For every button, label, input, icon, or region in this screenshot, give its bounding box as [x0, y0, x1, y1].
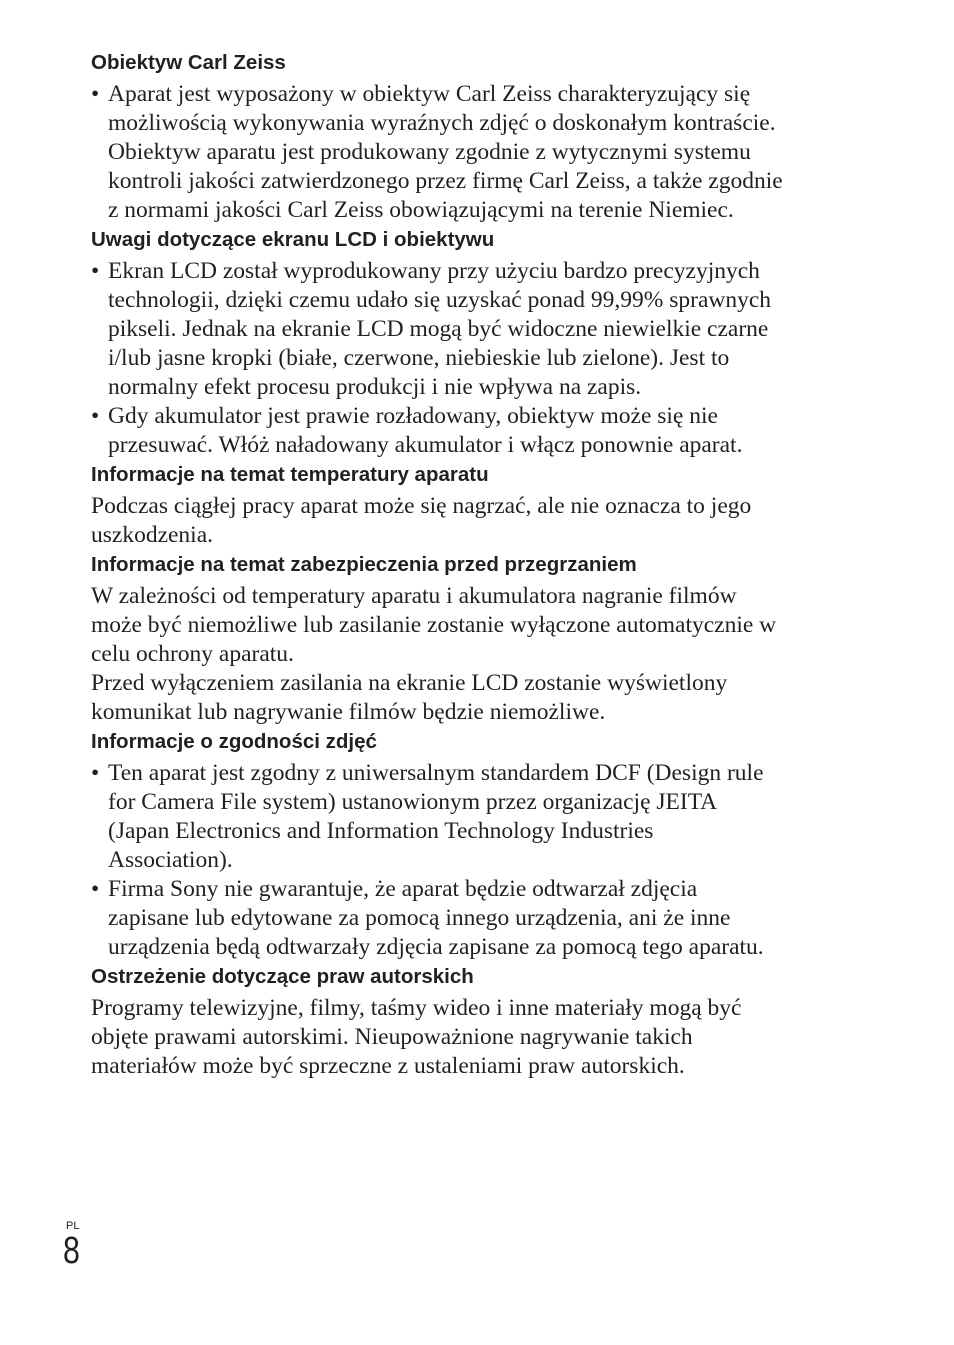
section-heading: Informacje na temat temperatury aparatu: [91, 463, 489, 486]
text-line: uszkodzenia.: [91, 522, 214, 548]
text-line: z normami jakości Carl Zeiss obowiązującymi na terenie Niemiec.: [108, 197, 734, 223]
document-section: [91, 550, 851, 727]
bullet-marker: •: [91, 760, 100, 786]
text-line: Association).: [108, 847, 233, 873]
document-section: [91, 962, 851, 1081]
text-line: objęte prawami autorskimi. Nieupoważnione nagrywanie takich: [91, 1024, 693, 1050]
bullet-marker: •: [91, 81, 100, 107]
text-line: for Camera File system) ustanowionym przez organizację JEITA: [108, 789, 718, 815]
bullet-marker: •: [91, 403, 100, 429]
text-line: (Japan Electronics and Information Technology Industries: [108, 818, 654, 844]
bullet-item: [91, 875, 851, 962]
text-line: i/lub jasne kropki (białe, czerwone, niebieskie lub zielone). Jest to: [108, 345, 730, 371]
paragraph: [91, 669, 851, 727]
text-line: Obiektyw aparatu jest produkowany zgodnie z wytycznymi systemu: [108, 139, 751, 165]
text-line: Ten aparat jest zgodny z uniwersalnym standardem DCF (Design rule: [108, 760, 764, 786]
text-line: W zależności od temperatury aparatu i akumulatora nagranie filmów: [91, 583, 737, 609]
text-line: Przed wyłączeniem zasilania na ekranie LCD zostanie wyświetlony: [91, 670, 728, 696]
text-line: normalny efekt procesu produkcji i nie wpływa na zapis.: [108, 374, 642, 400]
document-body: [91, 48, 851, 1081]
text-line: urządzenia będą odtwarzały zdjęcia zapisane za pomocą tego aparatu.: [108, 934, 764, 960]
document-section: [91, 460, 851, 550]
bullet-item: [91, 257, 851, 402]
section-heading: Informacje na temat zabezpieczenia przed przegrzaniem: [91, 553, 637, 576]
text-line: Programy telewizyjne, filmy, taśmy wideo i inne materiały mogą być: [91, 995, 742, 1021]
section-heading: Informacje o zgodności zdjęć: [91, 730, 377, 753]
text-line: Gdy akumulator jest prawie rozładowany, obiektyw może się nie: [108, 403, 718, 429]
text-line: Podczas ciągłej pracy aparat może się nagrzać, ale nie oznacza to jego: [91, 493, 752, 519]
text-line: zapisane lub edytowane za pomocą innego urządzenia, ani że inne: [108, 905, 731, 931]
text-line: celu ochrony aparatu.: [91, 641, 294, 667]
document-section: [91, 225, 851, 460]
text-line: Ekran LCD został wyprodukowany przy użyciu bardzo precyzyjnych: [108, 258, 760, 284]
bullet-marker: •: [91, 876, 100, 902]
document-section: [91, 48, 851, 225]
document-section: [91, 727, 851, 962]
text-line: może być niemożliwe lub zasilanie zostanie wyłączone automatycznie w: [91, 612, 777, 638]
text-line: możliwością wykonywania wyraźnych zdjęć o doskonałym kontraście.: [108, 110, 776, 136]
text-line: przesuwać. Włóż naładowany akumulator i włącz ponownie aparat.: [108, 432, 743, 458]
section-heading: Obiektyw Carl Zeiss: [91, 51, 286, 74]
section-heading: Ostrzeżenie dotyczące praw autorskich: [91, 965, 474, 988]
bullet-marker: •: [91, 258, 100, 284]
text-line: materiałów może być sprzeczne z ustaleniami praw autorskich.: [91, 1053, 685, 1079]
bullet-item: [91, 759, 851, 875]
section-heading: Uwagi dotyczące ekranu LCD i obiektywu: [91, 228, 495, 251]
text-line: Firma Sony nie gwarantuje, że aparat będzie odtwarzał zdjęcia: [108, 876, 698, 902]
paragraph: [91, 994, 851, 1081]
paragraph: [91, 492, 851, 550]
bullet-item: [91, 80, 851, 225]
text-line: komunikat lub nagrywanie filmów będzie niemożliwe.: [91, 699, 606, 725]
text-line: technologii, dzięki czemu udało się uzyskać ponad 99,99% sprawnych: [108, 287, 772, 313]
paragraph: [91, 582, 851, 669]
text-line: pikseli. Jednak na ekranie LCD mogą być widoczne niewielkie czarne: [108, 316, 769, 342]
bullet-item: [91, 402, 851, 460]
text-line: Aparat jest wyposażony w obiektyw Carl Zeiss charakteryzujący się: [108, 81, 751, 107]
page-number: 8: [63, 1230, 80, 1272]
language-label: PL: [66, 1220, 80, 1232]
text-line: kontroli jakości zatwierdzonego przez firmę Carl Zeiss, a także zgodnie: [108, 168, 783, 194]
